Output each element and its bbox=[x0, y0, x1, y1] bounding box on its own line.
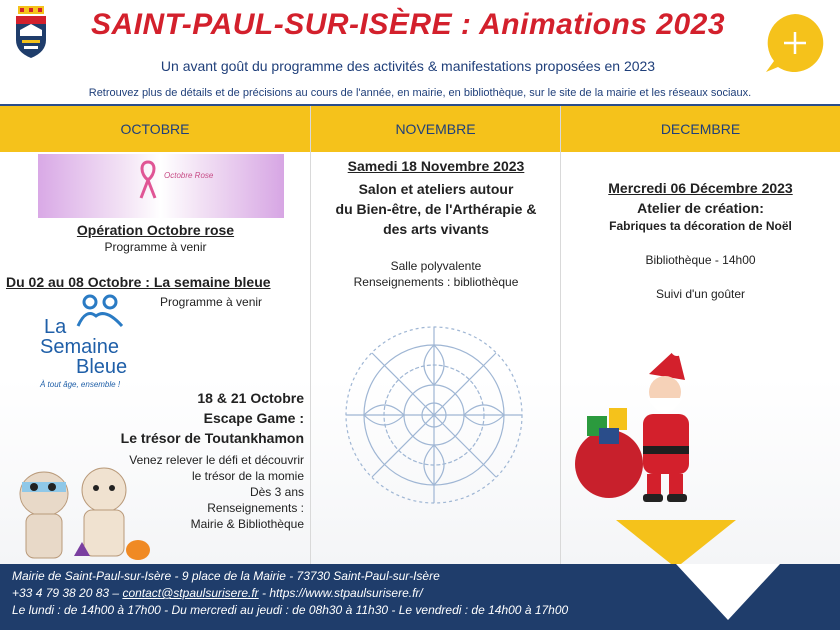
page-title: SAINT-PAUL-SUR-ISÈRE : Animations 2023 bbox=[90, 8, 726, 41]
column-decembre bbox=[561, 152, 840, 564]
event-escape-line2: le trésor de la momie bbox=[191, 469, 304, 483]
event-escape-dates: 18 & 21 Octobre bbox=[197, 390, 304, 406]
column-octobre bbox=[0, 152, 311, 564]
event-novembre-date: Samedi 18 Novembre 2023 bbox=[347, 158, 525, 174]
yellow-arrow-decoration bbox=[616, 520, 736, 568]
event-escape-title2: Le trésor de Toutankhamon bbox=[120, 430, 304, 446]
event-novembre-title1: Salon et ateliers autour bbox=[358, 181, 514, 197]
plus-bubble-icon bbox=[764, 12, 826, 74]
logo-tagline: À tout âge, ensemble ! bbox=[40, 380, 121, 389]
logo-text-semaine: Semaine bbox=[40, 336, 119, 358]
semaine-bleue-logo bbox=[36, 294, 156, 394]
event-semaine-bleue-note: Programme à venir bbox=[160, 295, 263, 309]
footer-website[interactable]: - https://www.stpaulsurisere.fr/ bbox=[258, 586, 423, 600]
event-decembre-subtitle: Fabriques ta décoration de Noël bbox=[609, 219, 792, 233]
logo-text-bleue: Bleue bbox=[76, 356, 128, 378]
footer-phone: +33 4 79 38 20 83 – bbox=[12, 586, 123, 600]
header-octobre: OCTOBRE bbox=[0, 106, 311, 152]
event-octobre-rose-title: Opération Octobre rose bbox=[76, 222, 235, 238]
footer-address: Mairie de Saint-Paul-sur-Isère - 9 place de la Mairie - 73730 Saint-Paul-sur-Isère bbox=[12, 569, 440, 583]
footer-hours: Le lundi : de 14h00 à 17h00 - Du mercredi au jeudi : de 08h30 à 11h30 - Le vendredi : de 14h00 à 17h00 bbox=[12, 603, 569, 617]
event-novembre-place: Salle polyvalente bbox=[390, 259, 482, 273]
event-escape-line4: Renseignements : bbox=[207, 501, 304, 515]
program-table bbox=[0, 104, 840, 564]
pink-ribbon-icon bbox=[138, 160, 158, 200]
event-escape-line3: Dès 3 ans bbox=[249, 485, 304, 499]
octobre-rose-banner bbox=[38, 154, 284, 218]
event-semaine-bleue-title: Du 02 au 08 Octobre : La semaine bleue bbox=[6, 274, 271, 290]
santa-claus-illustration bbox=[569, 344, 709, 504]
event-decembre-date: Mercredi 06 Décembre 2023 bbox=[608, 180, 793, 196]
event-novembre-info: Renseignements : bibliothèque bbox=[353, 275, 519, 289]
town-crest-icon bbox=[14, 6, 48, 58]
event-octobre-rose-note: Programme à venir bbox=[104, 240, 207, 254]
event-novembre-title3: des arts vivants bbox=[383, 221, 489, 237]
event-escape-line1: Venez relever le défi et découvrir bbox=[129, 453, 304, 467]
event-escape-line5: Mairie & Bibliothèque bbox=[190, 517, 304, 531]
event-decembre-place: Bibliothèque - 14h00 bbox=[645, 253, 756, 267]
people-icon bbox=[72, 294, 132, 328]
header-novembre: NOVEMBRE bbox=[311, 106, 561, 152]
event-decembre-title: Atelier de création: bbox=[637, 200, 764, 216]
event-escape-title1: Escape Game : bbox=[203, 410, 304, 426]
octobre-rose-banner-text: Octobre Rose bbox=[164, 171, 214, 180]
mandala-illustration bbox=[339, 320, 529, 510]
logo-text-la: La bbox=[44, 316, 67, 338]
header-decembre: DECEMBRE bbox=[561, 106, 840, 152]
mummy-kids-illustration bbox=[4, 444, 154, 564]
event-decembre-extra: Suivi d'un goûter bbox=[655, 287, 745, 301]
event-novembre-title2: du Bien-être, de l'Arthérapie & bbox=[335, 201, 537, 217]
white-arrow-decoration bbox=[676, 564, 780, 620]
page-subtitle: Un avant goût du programme des activités & manifestations proposées en 2023 bbox=[160, 58, 656, 74]
intro-text: Retrouvez plus de détails et de précisions au cours de l'année, en mairie, en bibliothèque, sur le site de la mairie et les réseaux sociaux. bbox=[88, 87, 752, 99]
footer-email-link[interactable]: contact@stpaulsurisere.fr bbox=[122, 586, 259, 600]
column-novembre bbox=[311, 152, 561, 564]
